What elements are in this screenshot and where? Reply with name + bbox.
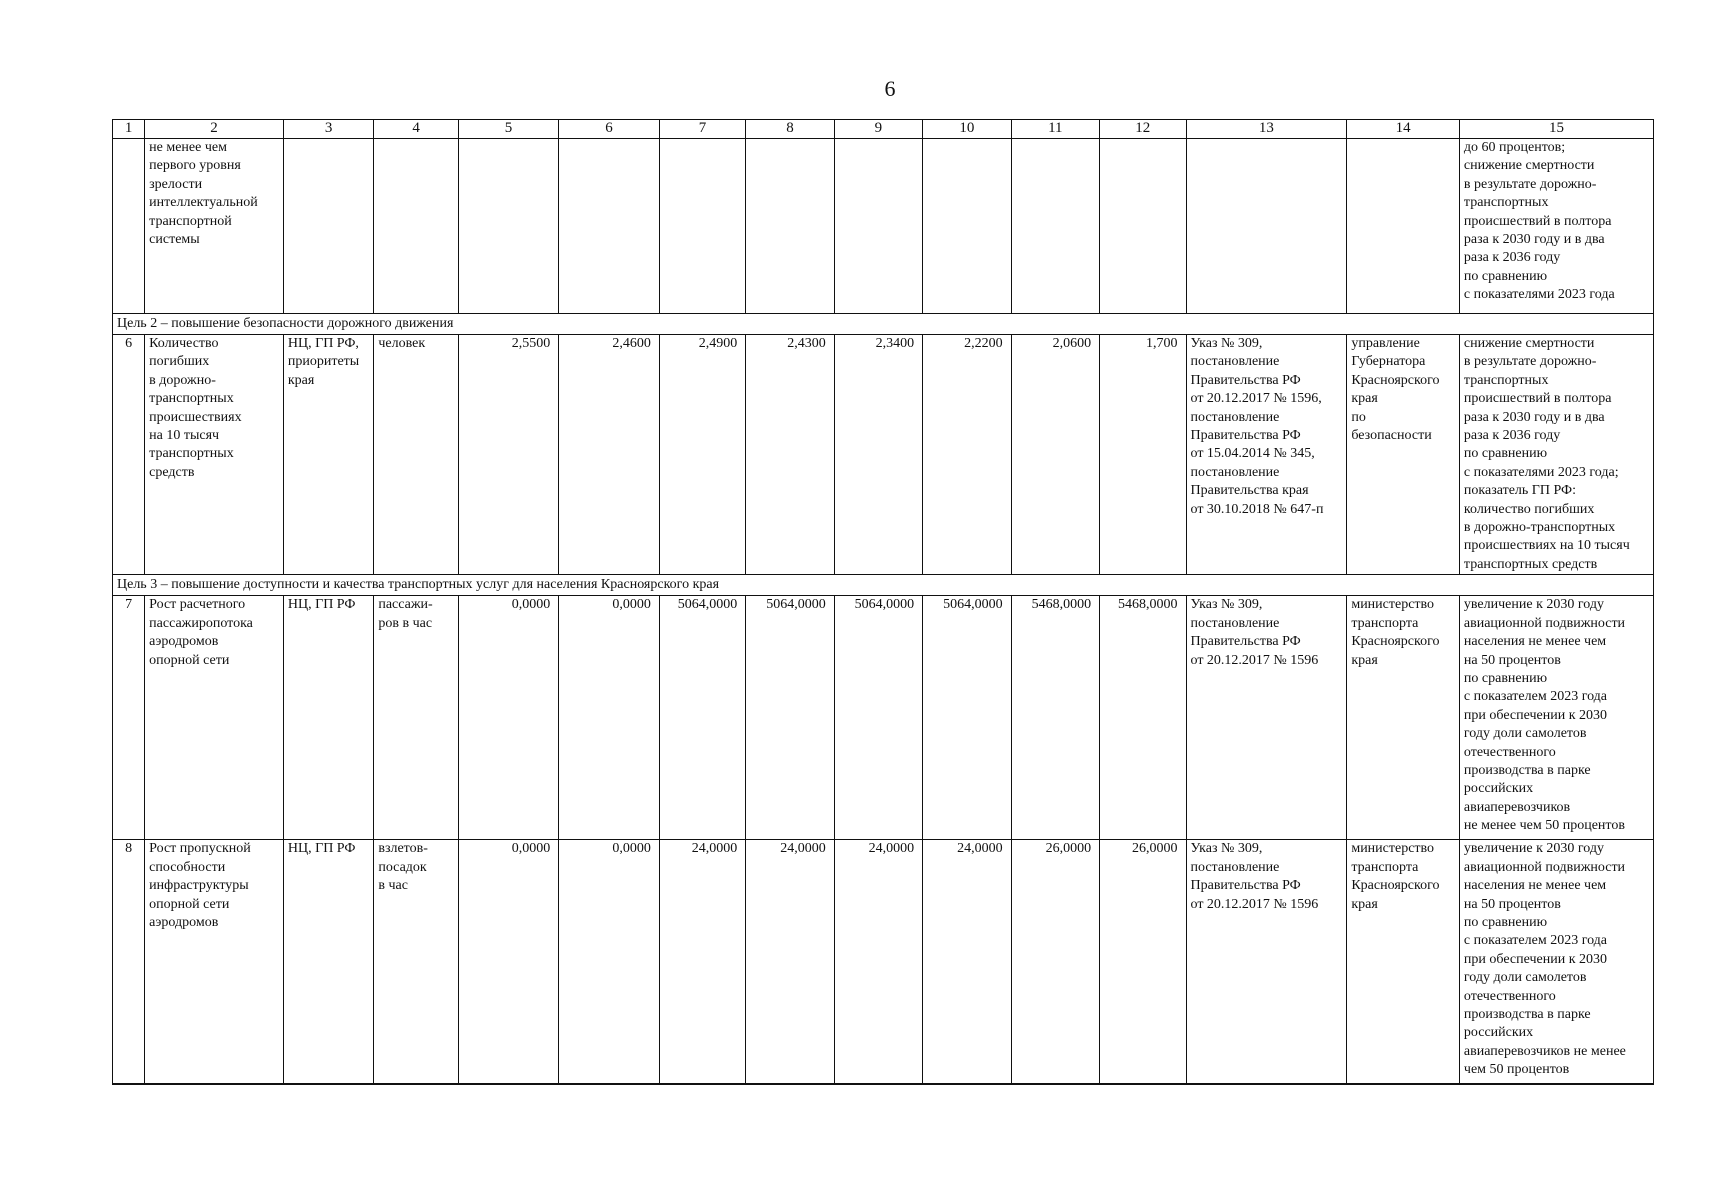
indicator-unit: взлетов- посадок в час	[374, 840, 458, 1084]
indicator-value: 2,3400	[834, 335, 922, 575]
column-number: 5	[458, 120, 559, 139]
indicator-responsible: министерство транспорта Красноярского края	[1347, 840, 1460, 1084]
table-row	[113, 139, 1654, 314]
indicator-unit: человек	[374, 335, 458, 575]
indicator-source: НЦ, ГП РФ, приоритеты края	[283, 335, 373, 575]
indicator-value: 0,0000	[559, 840, 660, 1084]
indicator-source: НЦ, ГП РФ	[283, 596, 373, 840]
indicator-unit: пассажи- ров в час	[374, 596, 458, 840]
goal-title: Цель 2 – повышение безопасности дорожного движения	[113, 314, 1654, 335]
indicator-value: 5468,0000	[1011, 596, 1099, 840]
indicators-table	[112, 119, 1654, 1085]
indicator-value: 24,0000	[923, 840, 1011, 1084]
column-number: 6	[559, 120, 660, 139]
indicator-value: 5468,0000	[1100, 596, 1186, 840]
indicator-basis: Указ № 309, постановление Правительства РФ от 20.12.2017 № 1596	[1186, 596, 1347, 840]
indicator-relation: увеличение к 2030 году авиационной подвижности населения не менее чем на 50 процентов по сравнению с показателем 2023 года при обеспечении к 2030 году доли самолетов отечественного производства в парке российских авиаперевозчиков не менее чем 50 процентов	[1459, 840, 1653, 1084]
column-number: 14	[1347, 120, 1460, 139]
indicator-value: 24,0000	[834, 840, 922, 1084]
column-number: 9	[834, 120, 922, 139]
row-number: 8	[113, 840, 145, 1084]
indicator-value: 2,0600	[1011, 335, 1099, 575]
indicator-value: 2,5500	[458, 335, 559, 575]
column-number: 4	[374, 120, 458, 139]
table-row	[113, 596, 1654, 840]
indicator-value: 0,0000	[458, 596, 559, 840]
indicator-source: НЦ, ГП РФ	[283, 840, 373, 1084]
column-number-row	[113, 120, 1654, 139]
table-row	[113, 840, 1654, 1084]
indicator-value: 24,0000	[659, 840, 745, 1084]
table-row	[113, 335, 1654, 575]
indicator-value: 2,4300	[746, 335, 834, 575]
goal-title: Цель 3 – повышение доступности и качества транспортных услуг для населения Красноярского края	[113, 575, 1654, 596]
indicator-value: 5064,0000	[834, 596, 922, 840]
indicator-value: 5064,0000	[746, 596, 834, 840]
indicator-basis: Указ № 309, постановление Правительства РФ от 20.12.2017 № 1596, постановление Правительства РФ от 15.04.2014 № 345, постановление Правительства края от 30.10.2018 № 647-п	[1186, 335, 1347, 575]
indicator-value: 1,700	[1100, 335, 1186, 575]
column-number: 10	[923, 120, 1011, 139]
indicator-value: 2,2200	[923, 335, 1011, 575]
goal-row	[113, 314, 1654, 335]
column-number: 12	[1100, 120, 1186, 139]
column-number: 1	[113, 120, 145, 139]
column-number: 2	[145, 120, 284, 139]
indicator-value: 5064,0000	[659, 596, 745, 840]
indicator-responsible: министерство транспорта Красноярского края	[1347, 596, 1460, 840]
indicator-value: 24,0000	[746, 840, 834, 1084]
column-number: 3	[283, 120, 373, 139]
indicator-name: Рост пропускной способности инфраструктуры опорной сети аэродромов	[145, 840, 284, 1084]
indicator-value: 0,0000	[458, 840, 559, 1084]
column-number: 11	[1011, 120, 1099, 139]
page-number: 6	[884, 76, 896, 101]
column-number: 8	[746, 120, 834, 139]
column-number: 13	[1186, 120, 1347, 139]
indicator-value: 2,4900	[659, 335, 745, 575]
indicator-value: 5064,0000	[923, 596, 1011, 840]
indicator-value: 26,0000	[1100, 840, 1186, 1084]
column-number: 15	[1459, 120, 1653, 139]
indicator-value: 2,4600	[559, 335, 660, 575]
indicator-name: Рост расчетного пассажиропотока аэродромов опорной сети	[145, 596, 284, 840]
indicator-responsible: управление Губернатора Красноярского края по безопасности	[1347, 335, 1460, 575]
column-number: 7	[659, 120, 745, 139]
indicator-name: не менее чем первого уровня зрелости интеллектуальной транспортной системы	[145, 139, 284, 314]
indicator-value: 26,0000	[1011, 840, 1099, 1084]
indicator-name: Количество погибших в дорожно- транспортных происшествиях на 10 тысяч транспортных средств	[145, 335, 284, 575]
indicator-relation: увеличение к 2030 году авиационной подвижности населения не менее чем на 50 процентов по сравнению с показателем 2023 года при обеспечении к 2030 году доли самолетов отечественного производства в парке российских авиаперевозчиков не менее чем 50 процентов	[1459, 596, 1653, 840]
indicator-relation: снижение смертности в результате дорожно- транспортных происшествий в полтора раза к 2030 году и в два раза к 2036 году по сравнению с показателями 2023 года; показатель ГП РФ: количество погибших в дорожно-транспортных происшествиях на 10 тысяч транспортных средств	[1459, 335, 1653, 575]
goal-row	[113, 575, 1654, 596]
row-number: 6	[113, 335, 145, 575]
indicator-basis: Указ № 309, постановление Правительства РФ от 20.12.2017 № 1596	[1186, 840, 1347, 1084]
row-number: 7	[113, 596, 145, 840]
indicator-relation: до 60 процентов; снижение смертности в результате дорожно- транспортных происшествий в полтора раза к 2030 году и в два раза к 2036 году по сравнению с показателями 2023 года	[1459, 139, 1653, 314]
indicator-value: 0,0000	[559, 596, 660, 840]
